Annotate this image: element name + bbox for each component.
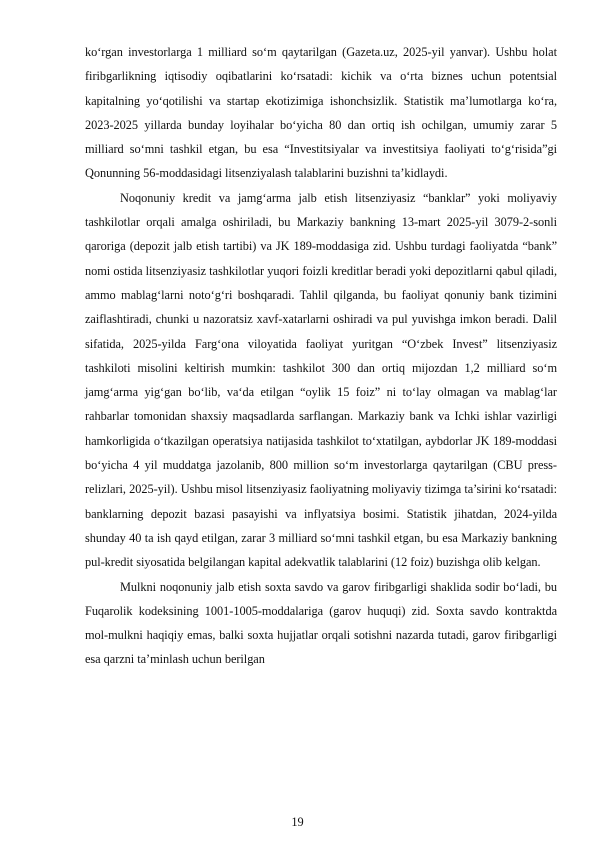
page-number: 19	[291, 815, 304, 829]
paragraph-continuation: ko‘rgan investorlarga 1 milliard so‘m qaytarilgan (Gazeta.uz, 2025-yil yanvar). Ushbu holat firibgarlikning iqtisodiy oqibatlarini ko‘rsatadi: kichik va o‘rta biznes uchun potentsial kapitalning yo‘qotilishi va startap ekotizimiga ishonchsizlik. Statistik ma’lumotlarga ko‘ra, 2023-2025 yillarda bunday loyihalar bo‘yicha 80 dan ortiq ish ochilgan, umumiy zarar 5 milliard so‘mni tashkil etgan, bu esa “Investitsiyalar va investitsiya faoliyati to‘g‘risida”gi Qonunning 56-moddasidagi litsenziyalash talablarini buzishni ta’kidlaydi.	[85, 45, 557, 181]
paragraph-illegal-credit: Noqonuniy kredit va jamg‘arma jalb etish litsenziyasiz “banklar” yoki moliyaviy tashkilotlar orqali amalga oshiriladi, bu Markaziy bankning 13-mart 2025-yil 3079-2-sonli qaroriga (depozit jalb etish tartibi) va JK 189-moddasiga zid. Ushbu turdagi faoliyatda “bank” nomi ostida litsenziyasiz tashkilotlar yuqori foizli kreditlar beradi yoki depozitlarni qabul qiladi, ammo mablag‘larni noto‘g‘ri boshqaradi. Tahlil qilganda, bu faoliyat qonuniy bank tizimini zaiflashtiradi, chunki u nazoratsiz xavf-xatarlarni oshiradi va pul yuvishga imkon beradi. Dalil sifatida, 2025-yilda Farg‘ona viloyatida faoliyat yuritgan “O‘zbek Invest” litsenziyasiz tashkiloti misolini keltirish mumkin: tashkilot 300 dan ortiq mijozdan 1,2 milliard so‘m jamg‘arma yig‘gan bo‘lib, va‘da etilgan “oylik 15 foiz” ni to‘lay olmagan va mablag‘lar rahbarlar tomonidan shaxsiy maqsadlarda sarflangan. Markaziy bank va Ichki ishlar vazirligi hamkorligida o‘tkazilgan operatsiya natijasida tashkilot to‘xtatilgan, aybdorlar JK 189-moddasi bo‘yicha 4 yil muddatga jazolanib, 800 million so‘m investorlarga qaytarilgan (CBU press-relizlari, 2025-yil). Ushbu misol litsenziyasiz faoliyatning moliyaviy tizimga ta’sirini ko‘rsatadi: banklarning depozit bazasi pasayishi va inflyatsiya bosimi. Statistik jihatdan, 2024-yilda shunday 40 ta ish qayd etilgan, zarar 3 milliard so‘mni tashkil etgan, bu esa Markaziy bankning pul-kredit siyosatida belgilangan kapital adekvatlik talablarini (12 foiz) buzishga olib kelgan.	[85, 190, 557, 570]
paragraph-illegal-property: Mulkni noqonuniy jalb etish soxta savdo va garov firibgarligi shaklida sodir bo‘ladi, bu Fuqarolik kodeksining 1001-1005-moddalariga (garov huquqi) zid. Soxta savdo kontraktda mol-mulkni haqiqiy emas, balki soxta hujjatlar orqali sotishni nazarda tutadi, garov firibgarligi esa qarzni ta’minlash uchun berilgan	[85, 579, 557, 667]
document-body	[85, 40, 557, 672]
